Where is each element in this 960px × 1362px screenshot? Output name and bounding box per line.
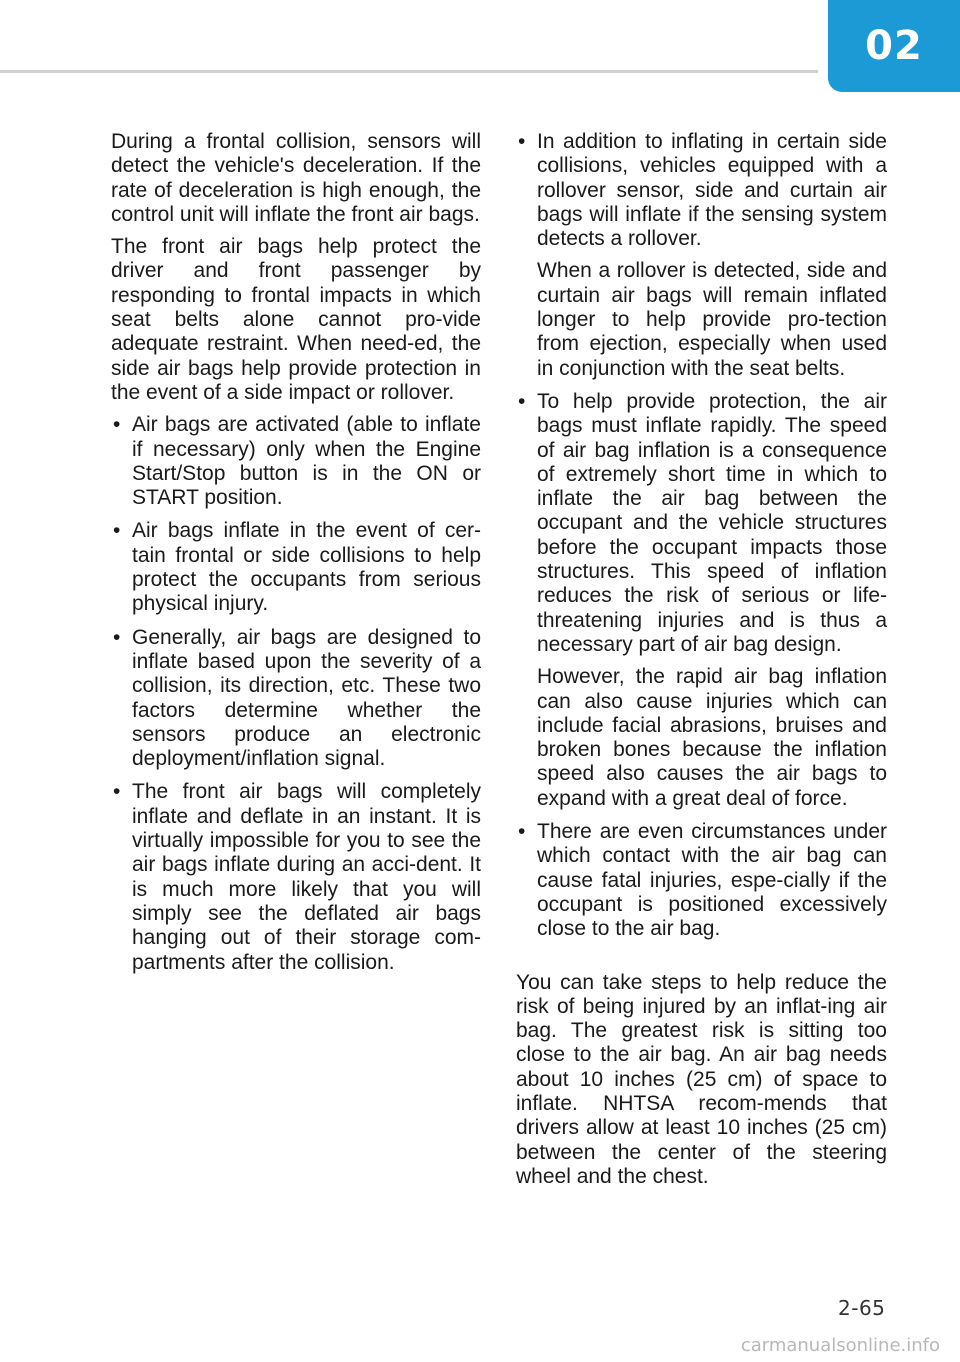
bullet-item — [516, 820, 887, 941]
intro-paragraph: The front air bags help protect the driver and front passenger by responding to frontal impacts in which seat belts alone cannot pro-vide adequate restraint. When need-ed, the side air bags help provide protection in the event of a side impact or rollover. — [111, 235, 481, 404]
bullet-item: • Air bags are activated (able to inflate if necessary) only when the Engine Start/Stop button is in the ON or START position. — [111, 413, 481, 510]
bullet-item: • The front air bags will completely inflate and deflate in an instant. It is virtually impossible for you to see the air bags inflate during an acci-dent. It is much more likely that you will simply see the deflated air bags hanging out of their storage com-partments after the collision. — [111, 780, 481, 974]
spacer — [516, 951, 887, 971]
header-rule — [0, 70, 818, 73]
chapter-number: 02 — [865, 23, 923, 69]
bullet-item: • Generally, air bags are designed to inflate based upon the severity of a collision, its direction, etc. These two factors determine whether the sensors produce an electronic deployment/inflation signal. — [111, 626, 481, 772]
page-number: 2-65 — [838, 1296, 886, 1320]
bullet-item — [516, 390, 887, 811]
bullet-continuation: When a rollover is detected, side and curtain air bags will remain inflated longer to help provide pro-tection from ejection, especially when used in conjunction with the seat belts. — [537, 259, 887, 380]
bullet-continuation: However, the rapid air bag inflation can also cause injuries which can include facial abrasions, bruises and broken bones because the inflation speed also causes the air bags to expand with a great deal of force. — [537, 665, 887, 810]
intro-paragraph: During a frontal collision, sensors will detect the vehicle's deceleration. If the rate of deceleration is high enough, the control unit will inflate the front air bags. — [111, 130, 481, 226]
bullet-item — [516, 130, 887, 381]
right-column — [516, 130, 887, 1197]
bullet-text: • To help provide protection, the air bags must inflate rapidly. The speed of air bag inflation is a consequence of extremely short time in which to inflate the air bag between the occupant and the vehicle structures before the occupant impacts those structures. This speed of inflation reduces the risk of serious or life-threatening injuries and is thus a necessary part of air bag design. — [537, 389, 887, 656]
left-column — [111, 130, 481, 984]
right-bullet-list — [516, 130, 887, 942]
chapter-tab — [828, 0, 960, 92]
bullet-text: • There are even circumstances under which contact with the air bag can cause fatal injuries, espe-cially if the occupant is positioned excessively close to the air bag. — [537, 820, 887, 941]
left-bullet-list — [111, 413, 481, 975]
closing-paragraph: You can take steps to help reduce the risk of being injured by an inflat-ing air bag. The greatest risk is sitting too close to the air bag. An air bag needs about 10 inches (25 cm) of space to inflate. NHTSA recom-mends that drivers allow at least 10 inches (25 cm) between the center of the steering wheel and the chest. — [516, 970, 887, 1188]
bullet-item: • Air bags inflate in the event of cer-tain frontal or side collisions to help protect the occupants from serious physical injury. — [111, 519, 481, 616]
bullet-text: • In addition to inflating in certain side collisions, vehicles equipped with a rollover sensor, side and curtain air bags will inflate if the sensing system detects a rollover. — [537, 130, 887, 251]
watermark: carmanualsonline.info — [740, 1335, 940, 1356]
